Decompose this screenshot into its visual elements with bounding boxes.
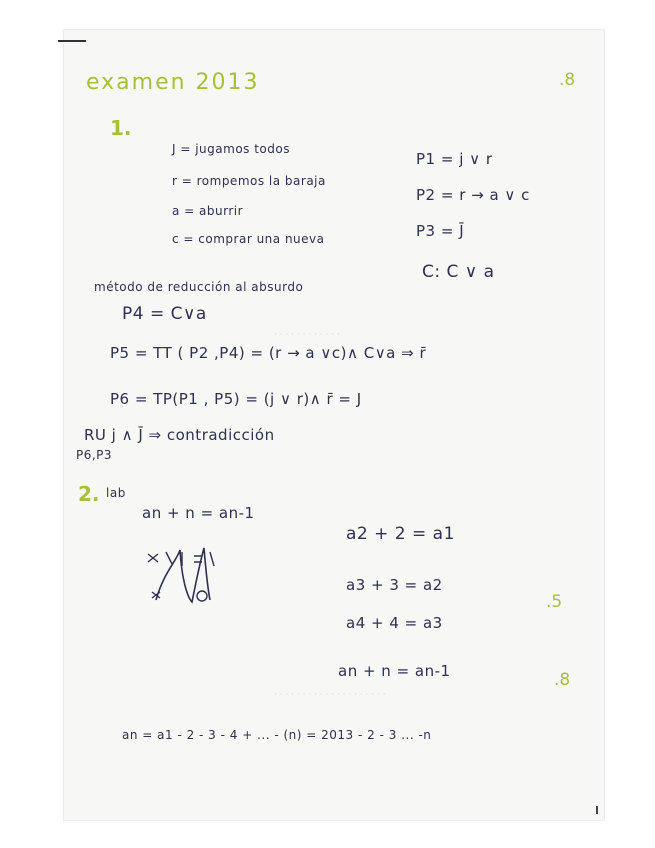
section-2-number: 2.: [78, 482, 100, 506]
premise-p2: P2 = r → a ∨ c: [416, 186, 530, 204]
definition-c: c = comprar una nueva: [172, 232, 325, 246]
definition-a: a = aburrir: [172, 204, 244, 218]
step-p5: P5 = TT ( P2 ,P4) = (r → a ∨c)∧ C∨a ⇒ r̄: [110, 344, 427, 362]
grade-bot: .8: [554, 670, 571, 690]
scribble-drawing: [142, 542, 234, 612]
step-ru: RU j ∧ J̄ ⇒ contradicción: [84, 426, 275, 444]
line-a3: a3 + 3 = a2: [346, 576, 443, 594]
line-a4: a4 + 4 = a3: [346, 614, 443, 632]
premise-p3: P3 = J̄: [416, 222, 465, 240]
line-an: an + n = an-1: [338, 662, 451, 680]
bleed-through-text-2: · · · · · · · · · · · · · · · · · · · ·: [274, 690, 386, 700]
premise-p1: P1 = j ∨ r: [416, 150, 493, 168]
corner-mark: [596, 806, 598, 814]
grade-mid: .5: [546, 592, 563, 612]
step-p4: P4 = C∨a: [122, 304, 207, 324]
grade-top: .8: [559, 70, 576, 90]
bleed-through-text: · · · · · · · · · · · ·: [274, 330, 340, 340]
section-2-label: lab: [106, 486, 126, 500]
top-dash: [58, 40, 86, 42]
method-label: método de reducción al absurdo: [94, 280, 304, 294]
page-title: examen 2013: [86, 70, 260, 95]
line-a2: a2 + 2 = a1: [346, 524, 455, 544]
definition-j: J = jugamos todos: [172, 142, 290, 156]
definition-r: r = rompemos la baraja: [172, 174, 326, 188]
step-note: P6,P3: [76, 448, 113, 462]
step-p6: P6 = TP(P1 , P5) = (j ∨ r)∧ r̄ = J: [110, 390, 362, 408]
final-expression: an = a1 - 2 - 3 - 4 + ... - (n) = 2013 - 2 - 3 ... -n: [122, 728, 432, 742]
conclusion: C: C ∨ a: [422, 262, 495, 282]
section-1-number: 1.: [110, 116, 132, 140]
exam-page: [64, 30, 604, 820]
recurrence: an + n = an-1: [142, 504, 255, 522]
